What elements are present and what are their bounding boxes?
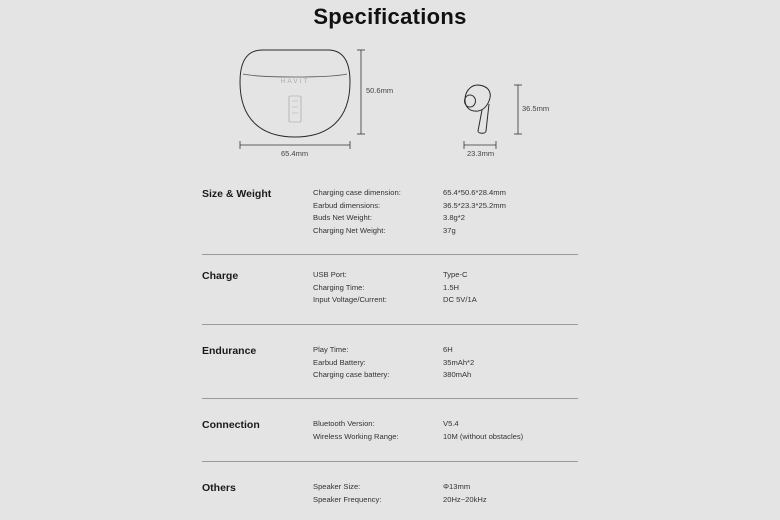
spec-value: 37g xyxy=(443,225,456,235)
spec-label: Bluetooth Version: xyxy=(313,419,375,428)
spec-label: Charging case dimension: xyxy=(313,188,401,197)
section-title: Connection xyxy=(202,419,260,431)
spec-row xyxy=(313,295,578,308)
spec-label: Wireless Working Range: xyxy=(313,431,399,441)
spec-row xyxy=(313,358,578,371)
spec-value: 20Hz~20kHz xyxy=(443,494,487,504)
spec-label: Charging Time: xyxy=(313,282,365,292)
spec-row xyxy=(313,432,578,445)
case-height-label: 50.6mm xyxy=(366,86,394,95)
spec-rows xyxy=(313,419,578,444)
spec-rows xyxy=(313,345,578,383)
section-title: Endurance xyxy=(202,345,257,357)
case-width-label: 65.4mm xyxy=(281,149,309,158)
section-divider xyxy=(202,461,578,462)
spec-value: 36.5*23.3*25.2mm xyxy=(443,200,506,210)
spec-label: Earbud Battery: xyxy=(313,357,366,367)
spec-label: Buds Net Weight: xyxy=(313,213,372,222)
earbud-height-dimension-line xyxy=(514,85,522,134)
spec-label: Speaker Size: xyxy=(313,482,361,491)
section-title: Size & Weight xyxy=(202,188,272,200)
spec-row xyxy=(313,213,578,226)
spec-value: 10M (without obstacles) xyxy=(443,431,524,441)
spec-value: Φ13mm xyxy=(443,482,471,491)
spec-row xyxy=(313,188,578,201)
spec-row xyxy=(313,345,578,358)
section-title: Others xyxy=(202,482,236,494)
spec-label: Charging Net Weight: xyxy=(313,225,386,235)
section-divider xyxy=(202,398,578,399)
case-width-dimension-line xyxy=(240,141,350,149)
spec-label: Play Time: xyxy=(313,345,349,354)
spec-row xyxy=(313,495,578,508)
earbud-width-label: 23.3mm xyxy=(467,149,495,158)
page-title: Specifications xyxy=(313,4,467,29)
earbud-height-label: 36.5mm xyxy=(522,104,550,113)
section-title: Charge xyxy=(202,270,239,282)
spec-rows xyxy=(313,270,578,308)
case-height-dimension-line xyxy=(357,50,365,134)
spec-rows xyxy=(313,188,578,238)
spec-row xyxy=(313,226,578,239)
spec-value: Type-C xyxy=(443,270,468,279)
spec-value: 35mAh*2 xyxy=(443,357,475,367)
spec-label: Speaker Frequency: xyxy=(313,494,382,504)
spec-row xyxy=(313,482,578,495)
spec-value: 3.8g*2 xyxy=(443,213,465,222)
spec-label: Earbud dimensions: xyxy=(313,200,381,210)
spec-label: Charging case battery: xyxy=(313,370,390,379)
spec-row xyxy=(313,419,578,432)
spec-row xyxy=(313,270,578,283)
earbud-width-dimension-line xyxy=(464,141,496,149)
spec-label: Input Voltage/Current: xyxy=(313,295,387,304)
spec-value: 65.4*50.6*28.4mm xyxy=(443,188,506,197)
charging-case-drawing xyxy=(240,50,350,137)
spec-row xyxy=(313,201,578,214)
section-divider xyxy=(202,324,578,325)
spec-row xyxy=(313,283,578,296)
spec-value: V5.4 xyxy=(443,419,459,428)
spec-value: 1.5H xyxy=(443,282,460,292)
spec-value: DC 5V/1A xyxy=(443,295,477,304)
spec-value: 380mAh xyxy=(443,370,472,379)
case-brand-logo: HAVIT xyxy=(280,78,310,85)
spec-rows xyxy=(313,482,578,507)
spec-row xyxy=(313,370,578,383)
spec-value: 6H xyxy=(443,345,453,354)
product-diagram xyxy=(0,0,780,170)
spec-label: USB Port: xyxy=(313,270,347,279)
earbud-drawing xyxy=(465,85,491,133)
section-divider xyxy=(202,254,578,255)
